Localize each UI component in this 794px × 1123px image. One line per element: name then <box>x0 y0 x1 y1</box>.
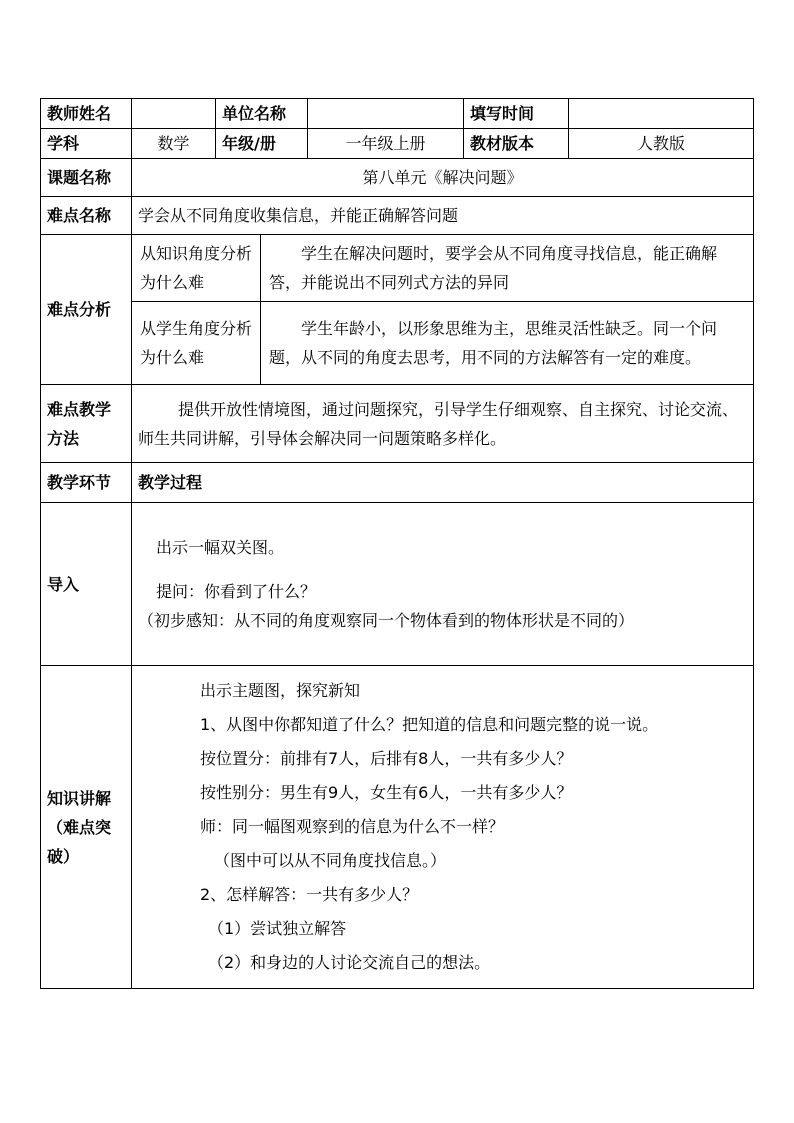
knowledge-line: 2、怎样解答：一共有多少人？ <box>200 885 419 904</box>
analysis-row-student <box>41 302 754 385</box>
difficulty-value: 学会从不同角度收集信息，并能正确解答问题 <box>132 197 754 235</box>
knowledge-line: （1）尝试独立解答 <box>208 919 347 938</box>
lesson-plan-table <box>40 98 754 989</box>
fill-date-label: 填写时间 <box>464 99 569 129</box>
header-row-1 <box>41 99 754 129</box>
edition-value: 人教版 <box>569 129 754 159</box>
knowledge-line: 出示主题图，探究新知 <box>200 681 361 700</box>
student-angle-text: 学生年龄小，以形象思维为主，思维灵活性缺乏。同一个问题，从不同的角度去思考，用不同的方法解答有一定的难度。 <box>261 302 754 385</box>
intro-line-1: 出示一幅双关图。 <box>156 538 285 557</box>
intro-line-3: （初步感知：从不同的角度观察同一个物体看到的物体形状是不同的） <box>138 611 635 630</box>
teacher-name-label: 教师姓名 <box>41 99 132 129</box>
knowledge-line: 按性别分：男生有9人，女生有6人，一共有多少人？ <box>200 783 573 802</box>
header-row-2 <box>41 129 754 159</box>
student-angle-label: 从学生角度分析为什么难 <box>132 302 261 385</box>
knowledge-row <box>41 666 754 989</box>
difficulty-row <box>41 197 754 235</box>
analysis-label: 难点分析 <box>41 235 132 385</box>
analysis-row-knowledge <box>41 235 754 302</box>
knowledge-line: （2）和身边的人讨论交流自己的想法。 <box>208 953 491 972</box>
knowledge-line: 1、从图中你都知道了什么？把知道的信息和问题完整的说一说。 <box>200 715 659 734</box>
intro-row <box>41 503 754 666</box>
method-row <box>41 385 754 463</box>
subject-value: 数学 <box>132 129 216 159</box>
stage-header: 教学环节 <box>41 463 132 503</box>
knowledge-line: 师：同一幅图观察到的信息为什么不一样？ <box>200 817 505 836</box>
knowledge-label: 知识讲解（难点突破） <box>41 666 132 989</box>
topic-value: 第八单元《解决问题》 <box>132 159 754 197</box>
unit-name-value <box>308 99 464 129</box>
intro-content <box>132 503 754 666</box>
edition-label: 教材版本 <box>464 129 569 159</box>
knowledge-content <box>132 666 754 989</box>
fill-date-value <box>569 99 754 129</box>
grade-value: 一年级上册 <box>308 129 464 159</box>
grade-label: 年级/册 <box>216 129 308 159</box>
intro-line-2: 提问：你看到了什么？ <box>156 582 317 601</box>
method-text: 提供开放性情境图，通过问题探究，引导学生仔细观察、自主探究、讨论交流、师生共同讲解，引导体会解决同一问题策略多样化。 <box>132 385 754 463</box>
subject-label: 学科 <box>41 129 132 159</box>
method-label: 难点教学方法 <box>41 385 132 463</box>
topic-label: 课题名称 <box>41 159 132 197</box>
difficulty-label: 难点名称 <box>41 197 132 235</box>
unit-name-label: 单位名称 <box>216 99 308 129</box>
knowledge-angle-label: 从知识角度分析为什么难 <box>132 235 261 302</box>
teacher-name-value <box>132 99 216 129</box>
process-header: 教学过程 <box>132 463 754 503</box>
process-header-row <box>41 463 754 503</box>
knowledge-line: 按位置分：前排有7人，后排有8人，一共有多少人？ <box>200 749 573 768</box>
intro-label: 导入 <box>41 503 132 666</box>
knowledge-angle-text: 学生在解决问题时，要学会从不同角度寻找信息，能正确解答，并能说出不同列式方法的异同 <box>261 235 754 302</box>
topic-row <box>41 159 754 197</box>
knowledge-line: （图中可以从不同角度找信息。） <box>214 851 447 870</box>
